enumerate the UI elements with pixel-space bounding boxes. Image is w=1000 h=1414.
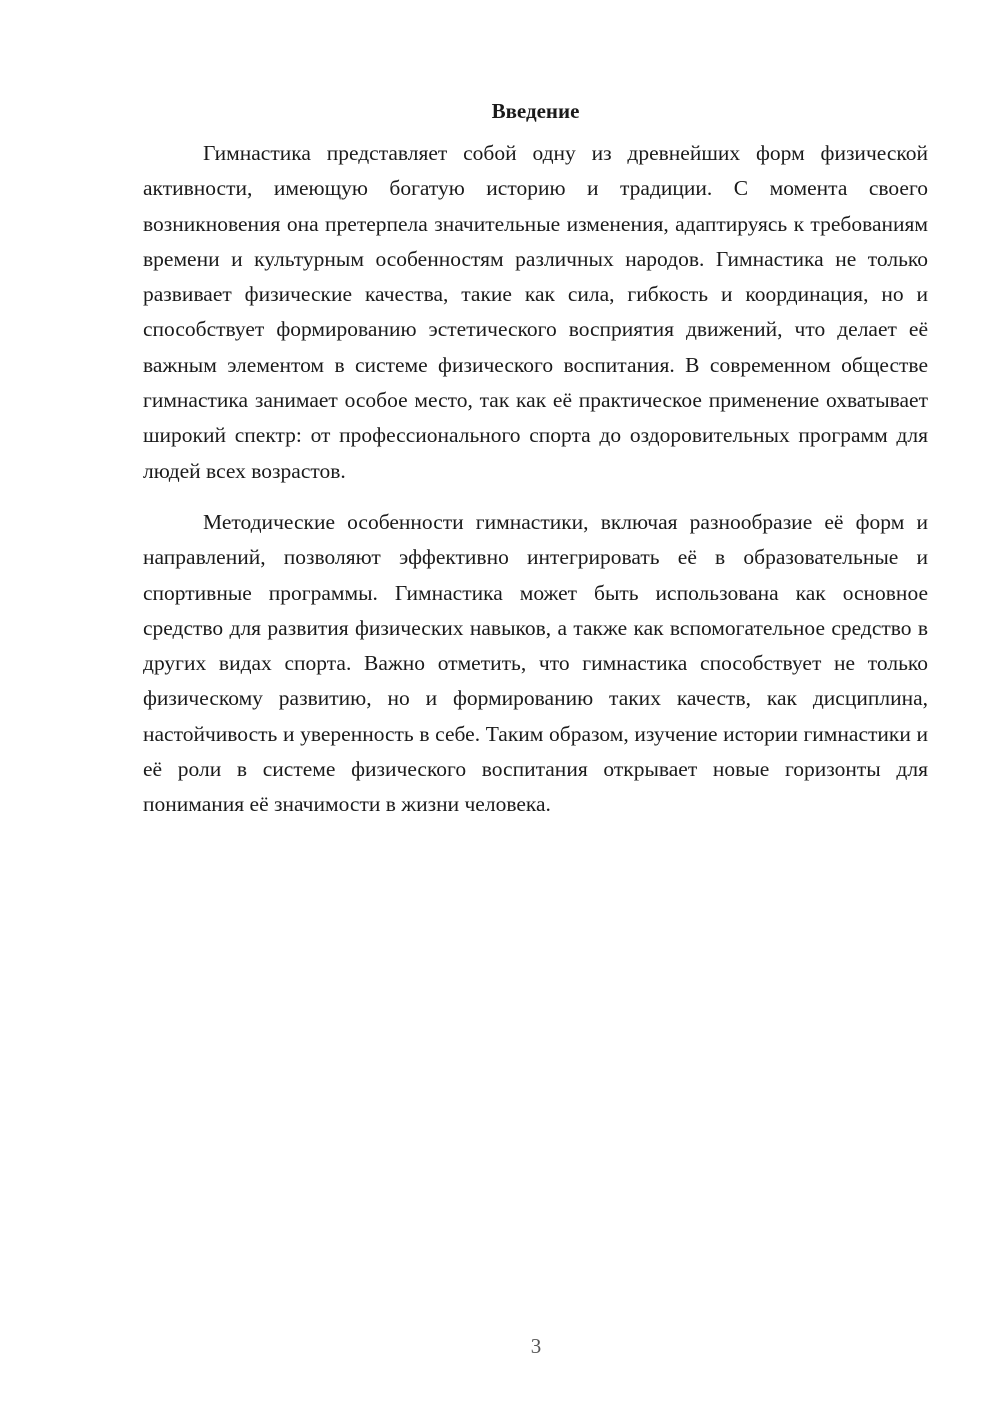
page-content xyxy=(143,96,928,823)
page-number: 3 xyxy=(530,1334,542,1358)
section-heading: Введение xyxy=(491,99,580,123)
paragraph-methods: Методические особенности гимнастики, включая разнообразие её форм и направлений, позволяют эффективно интегрировать её в образовательные и спортивные программы. Гимнастика может быть использована как основное средство для развития физических навыков, а также как вспомогательное средство в других видах спорта. Важно отметить, что гимнастика способствует не только физическому развитию, но и формированию таких качеств, как дисциплина, настойчивость и уверенность в себе. Таким образом, изучение истории гимнастики и её роли в системе физического воспитания открывает новые горизонты для понимания её значимости в жизни человека. xyxy=(143,509,928,817)
paragraph-intro: Гимнастика представляет собой одну из древнейших форм физической активности, имеющую богатую историю и традиции. С момента своего возникновения она претерпела значительные изменения, адаптируясь к требованиям времени и культурным особенностям различных народов. Гимнастика не только развивает физические качества, такие как сила, гибкость и координация, но и способствует формированию эстетического восприятия движений, что делает её важным элементом в системе физического воспитания. В современном обществе гимнастика занимает особое место, так как её практическое применение охватывает широкий спектр: от профессионального спорта до оздоровительных программ для людей всех возрастов. xyxy=(143,141,928,483)
